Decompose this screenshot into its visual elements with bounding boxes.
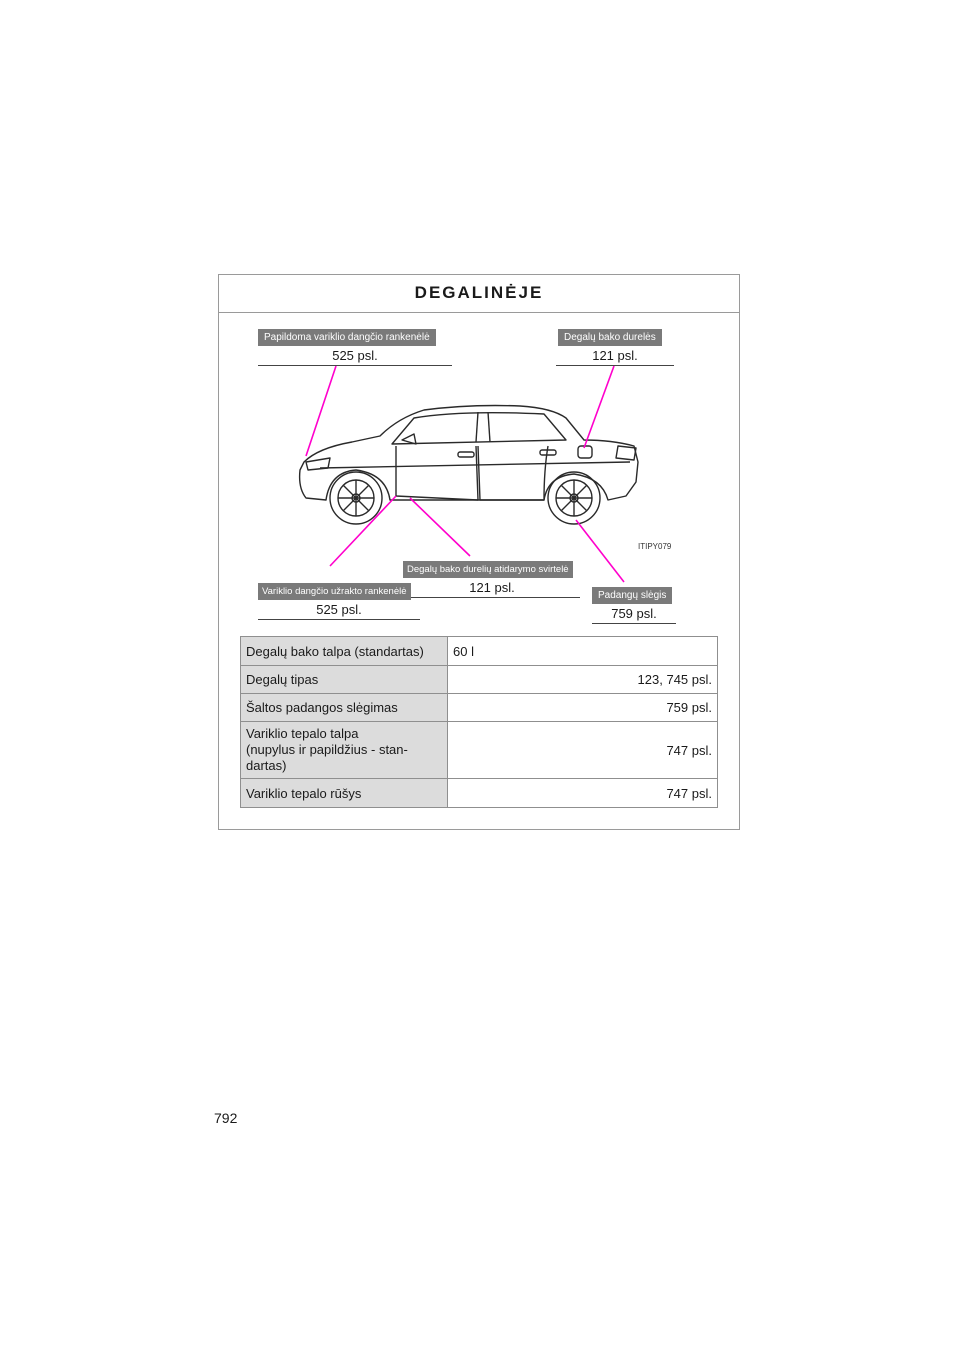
side-mirror — [402, 434, 416, 444]
table-row — [241, 779, 718, 808]
b-pillar — [476, 412, 478, 442]
section-title: DEGALINĖJE — [219, 275, 739, 313]
rear-door-handle — [540, 450, 556, 455]
page-ref-fuel-door: 121 psl. — [556, 347, 674, 366]
row-value: 747 psl. — [448, 722, 718, 779]
rear-door — [478, 446, 548, 500]
headlight — [306, 458, 330, 470]
page-ref-hood-aux-handle: 525 psl. — [258, 347, 452, 366]
rear-wheel-spokes — [556, 480, 592, 516]
label-hood-aux-handle: Papildoma variklio dangčio rankenėlė — [258, 329, 436, 346]
fuel-door — [578, 446, 592, 458]
image-code: ITIPY079 — [638, 542, 672, 551]
front-door-handle — [458, 452, 474, 457]
row-key: Degalų bako talpa (standartas) — [241, 637, 448, 666]
row-key: Degalų tipas — [241, 666, 448, 694]
table-row — [241, 666, 718, 694]
body-crease — [320, 462, 630, 468]
refueling-info-table — [240, 636, 718, 808]
label-hood-release: Variklio dangčio užrakto rankenėlė — [258, 583, 411, 600]
table-row — [241, 637, 718, 666]
page-ref-hood-release: 525 psl. — [258, 601, 420, 620]
page-ref-tire-pressure: 759 psl. — [592, 605, 676, 624]
table-row — [241, 694, 718, 722]
leader-hood-aux-handle — [306, 366, 336, 456]
tail-light — [616, 446, 636, 460]
page-number: 792 — [214, 1110, 238, 1126]
leader-tire-pressure — [576, 520, 624, 582]
car-window-line — [392, 413, 566, 444]
row-value: 759 psl. — [448, 694, 718, 722]
row-key: Variklio tepalo rūšys — [241, 779, 448, 808]
front-door — [396, 446, 478, 500]
leader-fuel-door — [584, 366, 614, 448]
front-wheel-spokes — [338, 480, 374, 516]
c-pillar — [488, 412, 490, 442]
page-ref-fuel-door-opener: 121 psl. — [404, 579, 580, 598]
row-value: 747 psl. — [448, 779, 718, 808]
label-fuel-door-opener: Degalų bako durelių atidarymo svirtelė — [403, 561, 573, 578]
row-key: Šaltos padangos slėgimas — [241, 694, 448, 722]
label-fuel-door: Degalų bako durelės — [558, 329, 662, 346]
row-value: 60 l — [448, 637, 718, 666]
row-value: 123, 745 psl. — [448, 666, 718, 694]
leader-fuel-door-opener — [410, 498, 470, 556]
row-key: Variklio tepalo talpa (nupylus ir papildžius - stan- dartas) — [241, 722, 448, 779]
label-tire-pressure: Padangų slėgis — [592, 587, 672, 604]
table-row — [241, 722, 718, 779]
